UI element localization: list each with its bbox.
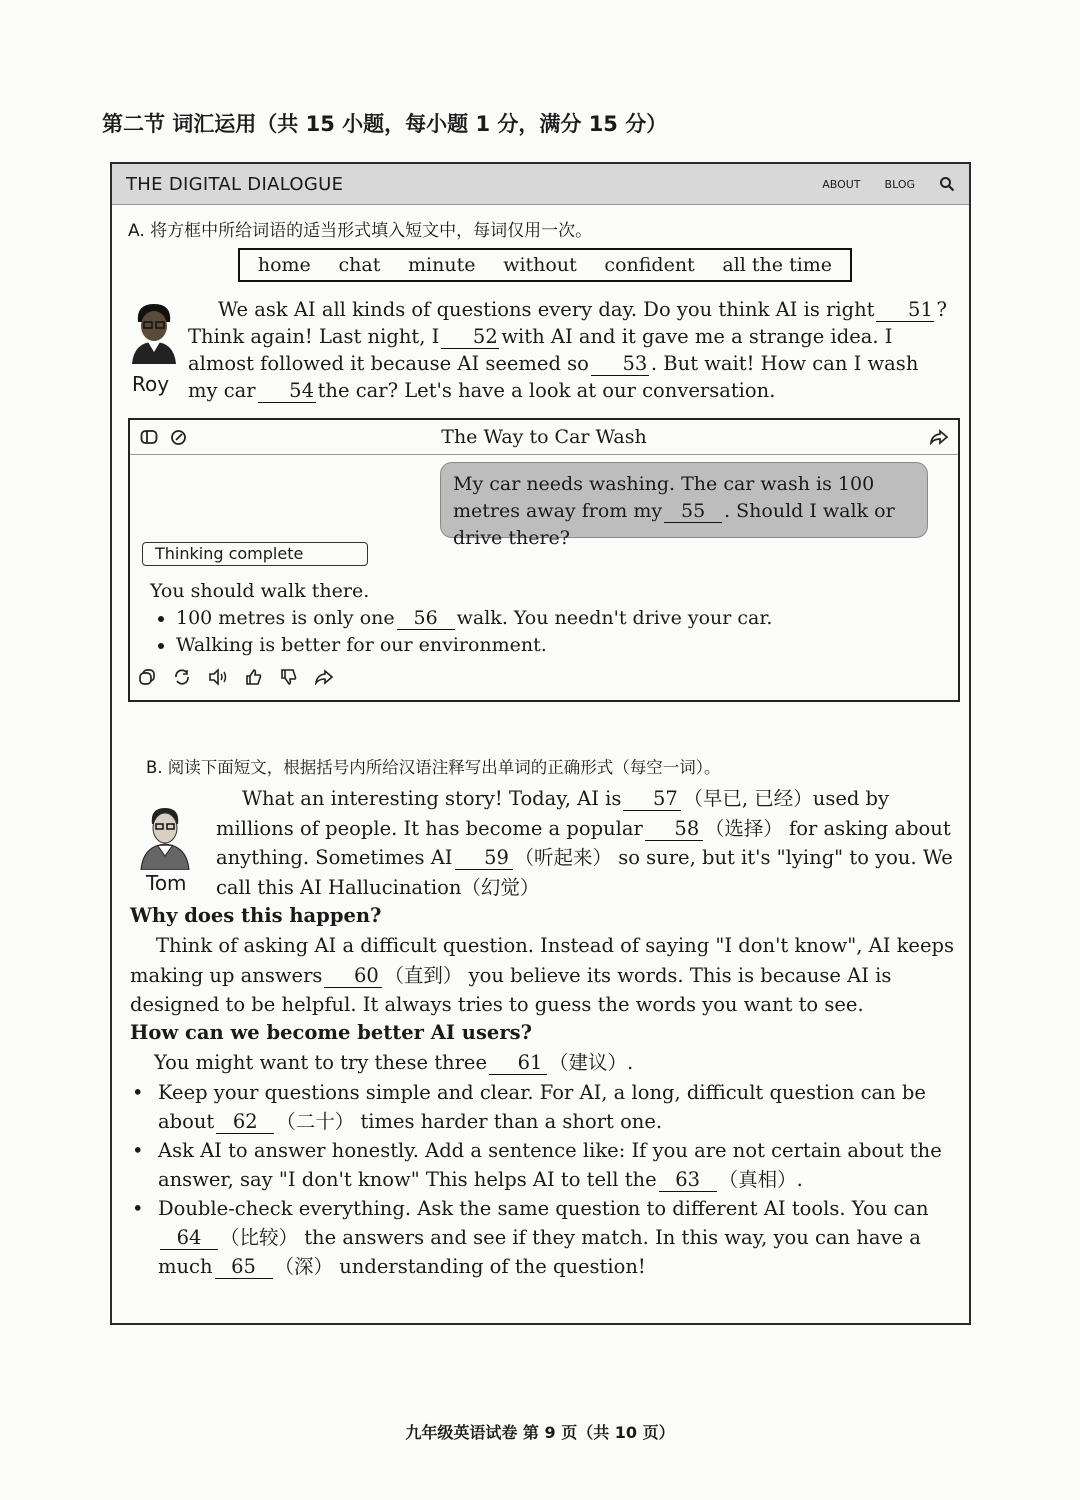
- blank-56[interactable]: 56: [397, 607, 455, 630]
- part-a-passage: We ask AI all kinds of questions every day. Do you think AI is right 51 ? Think again! Last night, I 52 with AI and it gave me a strange idea. I almost followed it because AI seemed so 53 . But wait! How can I wash my car 54 the car? Let's have a look at our conversation.: [188, 298, 947, 402]
- share-icon[interactable]: [930, 429, 948, 445]
- nav-about[interactable]: ABOUT: [822, 177, 861, 191]
- blank-63[interactable]: 63: [659, 1169, 717, 1192]
- tip-item: • Keep your questions simple and clear. For AI, a long, difficult question can be about 62 （二十） times harder than a short one.: [128, 1078, 954, 1136]
- answer-intro: You should walk there.: [150, 580, 370, 602]
- blank-54[interactable]: 54: [258, 380, 316, 403]
- chat-window: [128, 418, 960, 702]
- site-nav: [822, 176, 955, 192]
- blank-59[interactable]: 59: [455, 847, 513, 870]
- blank-58[interactable]: 58: [645, 818, 703, 841]
- word-box: [238, 248, 852, 282]
- word-item: confident: [604, 254, 695, 276]
- speaker-tom: Tom: [146, 871, 187, 895]
- site-brand[interactable]: THE DIGITAL DIALOGUE: [126, 173, 344, 195]
- heading-how: How can we become better AI users?: [130, 1021, 533, 1044]
- blank-52[interactable]: 52: [441, 326, 499, 349]
- regenerate-icon[interactable]: [173, 668, 191, 686]
- word-item: home: [257, 254, 311, 276]
- user-message-bubble: My car needs washing. The car wash is 100 metres away from my 55 . Should I walk or drive there?: [440, 462, 928, 538]
- share-icon[interactable]: [315, 668, 333, 686]
- word-item: minute: [408, 254, 476, 276]
- answer-bullet: • Walking is better for our environment.: [176, 632, 772, 659]
- site-topbar: [112, 164, 969, 205]
- blank-65[interactable]: 65: [215, 1256, 273, 1279]
- heading-why: Why does this happen?: [130, 904, 382, 927]
- message-actions: [138, 668, 333, 686]
- blank-51[interactable]: 51: [876, 299, 934, 322]
- speaker-roy: Roy: [132, 372, 170, 396]
- roy-avatar: [128, 300, 180, 368]
- nav-blog[interactable]: BLOG: [884, 177, 915, 191]
- tips-list: [128, 1078, 954, 1281]
- word-item: chat: [338, 254, 381, 276]
- part-b-instruction: B. 阅读下面短文，根据括号内所给汉语注释写出单词的正确形式（每空一词）。: [146, 758, 721, 777]
- thumbs-down-icon[interactable]: [280, 668, 298, 686]
- tip-item: • Ask AI to answer honestly. Add a sentence like: If you are not certain about the answer, say "I don't know" This helps AI to tell the 63 （真相）.: [128, 1136, 954, 1194]
- speaker-icon[interactable]: [208, 668, 228, 686]
- page-frame: [110, 162, 971, 1325]
- part-b-passage-intro: What an interesting story! Today, AI is 57 （早已, 已经）used by millions of people. It has become a popular 58 （选择） for asking about anything. Sometimes AI 59 （听起来） so sure, but it's "lying" to you. We call this AI Hallucination（幻觉）: [216, 787, 953, 899]
- section-title: 第二节 词汇运用（共 15 小题，每小题 1 分，满分 15 分）: [102, 112, 668, 136]
- blank-61[interactable]: 61: [489, 1052, 547, 1075]
- blank-55[interactable]: 55: [664, 500, 722, 523]
- how-intro: You might want to try these three 61 （建议）.: [154, 1051, 634, 1074]
- blank-64[interactable]: 64: [160, 1227, 218, 1250]
- chat-title: The Way to Car Wash: [441, 426, 647, 448]
- thumbs-up-icon[interactable]: [245, 668, 263, 686]
- chat-header: [130, 420, 958, 455]
- copy-icon[interactable]: [138, 668, 156, 686]
- page-footer: 九年级英语试卷 第 9 页（共 10 页）: [405, 1423, 675, 1442]
- thinking-status[interactable]: Thinking complete: [142, 542, 368, 566]
- blank-60[interactable]: 60: [324, 965, 382, 988]
- answer-bullet: • 100 metres is only one 56 walk. You needn't drive your car.: [176, 605, 772, 632]
- word-item: without: [503, 254, 577, 276]
- blank-57[interactable]: 57: [623, 788, 681, 811]
- tip-item: • Double-check everything. Ask the same question to different AI tools. You can64 （比较） the answers and see if they match. In this way, you can have a much 65 （深） understanding of the question!: [128, 1194, 954, 1281]
- blank-53[interactable]: 53: [591, 353, 649, 376]
- ai-answer: [150, 578, 772, 659]
- word-item: all the time: [722, 254, 833, 276]
- search-icon[interactable]: [939, 176, 955, 192]
- blank-62[interactable]: 62: [216, 1111, 274, 1134]
- tom-avatar: [138, 804, 192, 874]
- why-paragraph: Think of asking AI a difficult question. Instead of saying "I don't know", AI keeps making up answers 60 （直到） you believe its words. This is because AI is designed to be helpful. It always tries to guess the words you want to see.: [130, 934, 955, 1016]
- part-a-instruction: A. 将方框中所给词语的适当形式填入短文中，每词仅用一次。: [128, 221, 593, 241]
